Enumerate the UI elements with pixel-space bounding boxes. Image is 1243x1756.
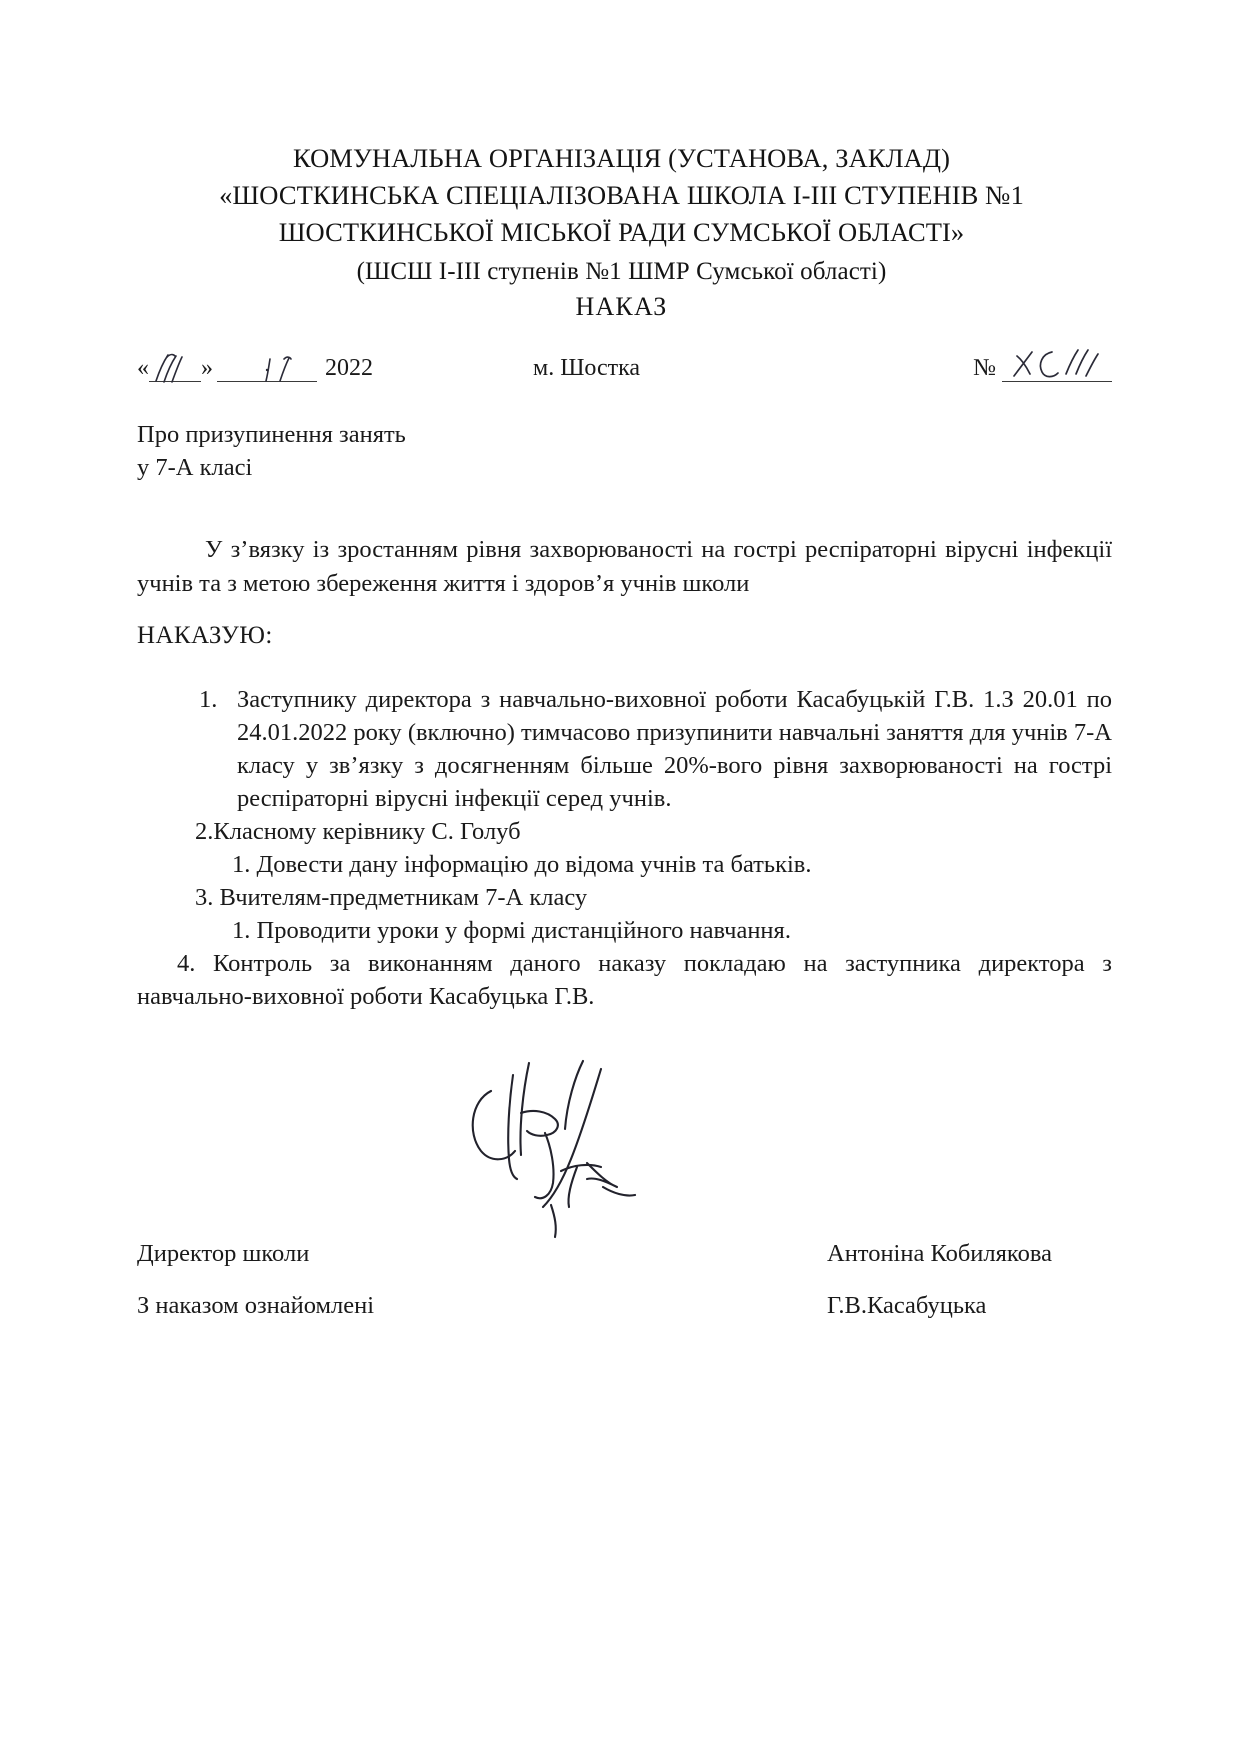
number-sign-label: № (973, 355, 996, 381)
order-item-1-number: 1. (199, 686, 218, 713)
signature-label-director: Директор школи (137, 1240, 310, 1267)
order-item-1-text: Заступнику директора з навчально-виховної роботи Касабуцькій Г.В. 1.З 20.01 по 24.01.2022 року (включно) тимчасово призупинити навчальні заняття для учнів 7-А класу у зв’язку з досягненням більше 20%-вого рівня захворюваності на гострі респіраторні вірусні інфекції серед учнів. (237, 686, 1112, 812)
quote-open: « (137, 355, 149, 381)
order-number-blank[interactable] (1002, 357, 1112, 382)
quote-close: » (201, 355, 213, 381)
order-item-3: 3. Вчителям-предметникам 7-А класу (195, 884, 588, 911)
letterhead-line-2: «ШОСТКИНСЬКА СПЕЦІАЛІЗОВАНА ШКОЛА I-III СТУПЕНІВ №1 (219, 180, 1024, 210)
director-signature-ink (455, 1055, 715, 1245)
order-item-1 (137, 683, 1112, 815)
order-command-word: НАКАЗУЮ: (137, 622, 273, 649)
order-day-blank[interactable] (149, 357, 201, 382)
signature-block (137, 1240, 1112, 1344)
signature-row-acknowledged (137, 1292, 1112, 1344)
letterhead-line-4: (ШСШ I-III ступенів №1 ШМР Сумської області) (356, 258, 887, 285)
order-meta-row (137, 355, 1112, 395)
signature-label-acknowledged: З наказом ознайомлені (137, 1292, 375, 1319)
order-items-list (137, 683, 1112, 1013)
letterhead (0, 140, 1243, 290)
order-subject (137, 418, 406, 484)
order-month-blank[interactable] (217, 357, 317, 382)
signature-row-director (137, 1240, 1112, 1292)
signature-name-acknowledged: Г.В.Касабуцька (827, 1292, 987, 1319)
order-date-field (137, 355, 373, 382)
order-item-3-sub-1: 1. Проводити уроки у формі дистанційного навчання. (232, 917, 791, 944)
order-place: м. Шостка (533, 355, 641, 381)
letterhead-line-3: ШОСТКИНСЬКОЇ МІСЬКОЇ РАДИ СУМСЬКОЇ ОБЛАСТІ» (278, 217, 965, 247)
letterhead-line-1: КОМУНАЛЬНА ОРГАНІЗАЦІЯ (УСТАНОВА, ЗАКЛАД) (292, 143, 951, 173)
order-item-2-sub-1: 1. Довести дану інформацію до відома учнів та батьків. (232, 851, 812, 878)
order-item-2: 2.Класному керівнику С. Голуб (195, 818, 521, 845)
order-number-field (973, 355, 1112, 382)
order-item-4: 4. Контроль за виконанням даного наказу покладаю на заступника директора з навчально-виховної роботи Касабуцька Г.В. (137, 950, 1112, 1010)
order-title: НАКАЗ (575, 292, 668, 321)
order-subject-line-1: Про призупинення занять (137, 421, 406, 448)
order-preamble: У з’вязку із зростанням рівня захворюваності на гострі респіраторні вірусні інфекції учнів та з метою збереження життя і здоров’я учнів школи (137, 536, 1112, 597)
signature-name-director: Антоніна Кобилякова (827, 1240, 1052, 1267)
order-subject-line-2: у 7-А класі (137, 454, 253, 481)
order-year: 2022 (325, 355, 373, 381)
